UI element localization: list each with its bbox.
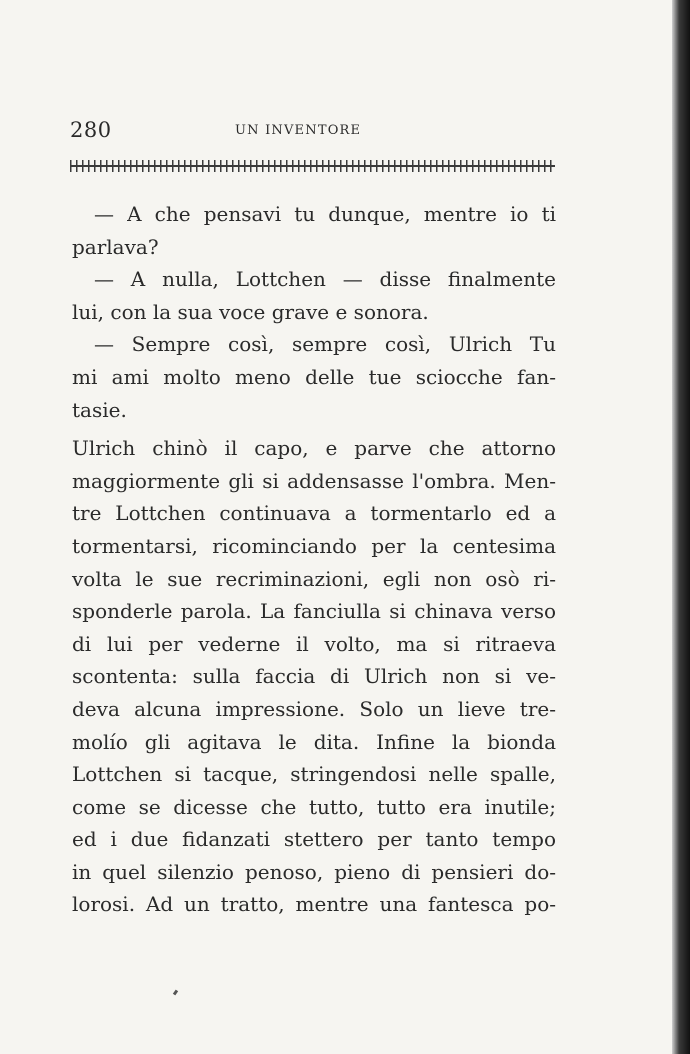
text-line: ed i due fidanzati stettero per tanto tempo [72, 827, 556, 852]
text-line: — Sempre così, sempre così, Ulrich Tu [94, 332, 556, 357]
text-line: — A nulla, Lottchen — disse finalmente [94, 267, 556, 292]
text-line: deva alcuna impressione. Solo un lieve tre- [72, 696, 556, 721]
text-line: tormentarsi, ricominciando per la centesima [72, 533, 556, 558]
text-line: Lottchen si tacque, stringendosi nelle spalle, [72, 762, 556, 787]
text-line: scontenta: sulla faccia di Ulrich non si ve- [72, 664, 556, 689]
text-line: sponderle parola. La fanciulla si chinava verso [72, 599, 556, 624]
decorative-rule [70, 160, 555, 172]
text-line: maggiormente gli si addensasse l'ombra. Men- [72, 468, 556, 493]
text-line: Ulrich chinò il capo, e parve che attorno [72, 436, 556, 461]
text-line: — A che pensavi tu dunque, mentre io ti [94, 202, 556, 226]
text-line: volta le sue recriminazioni, egli non osò ri- [72, 566, 556, 591]
text-line: parlava? [72, 234, 159, 259]
text-line: lorosi. Ad un tratto, mentre una fantesca po- [72, 892, 556, 917]
text-line: lui, con la sua voce grave e sonora. [72, 299, 429, 324]
text-line: in quel silenzio penoso, pieno di pensieri do- [72, 859, 556, 884]
text-line: mi ami molto meno delle tue sciocche fan- [72, 364, 556, 389]
text-line: molío gli agitava le dita. Infine la bionda [72, 729, 556, 754]
running-title: UN INVENTORE [235, 123, 362, 138]
print-speck [173, 990, 178, 996]
text-line: tre Lottchen continuava a tormentarlo ed a [72, 501, 556, 526]
text-line: come se dicesse che tutto, tutto era inutile; [72, 794, 556, 819]
text-line: tasie. [72, 397, 127, 422]
page-header [70, 118, 555, 148]
page-edge-shadow [672, 0, 690, 1054]
text-line: di lui per vederne il volto, ma si ritraeva [72, 631, 556, 656]
body-text [72, 198, 556, 921]
page-number: 280 [70, 118, 112, 142]
